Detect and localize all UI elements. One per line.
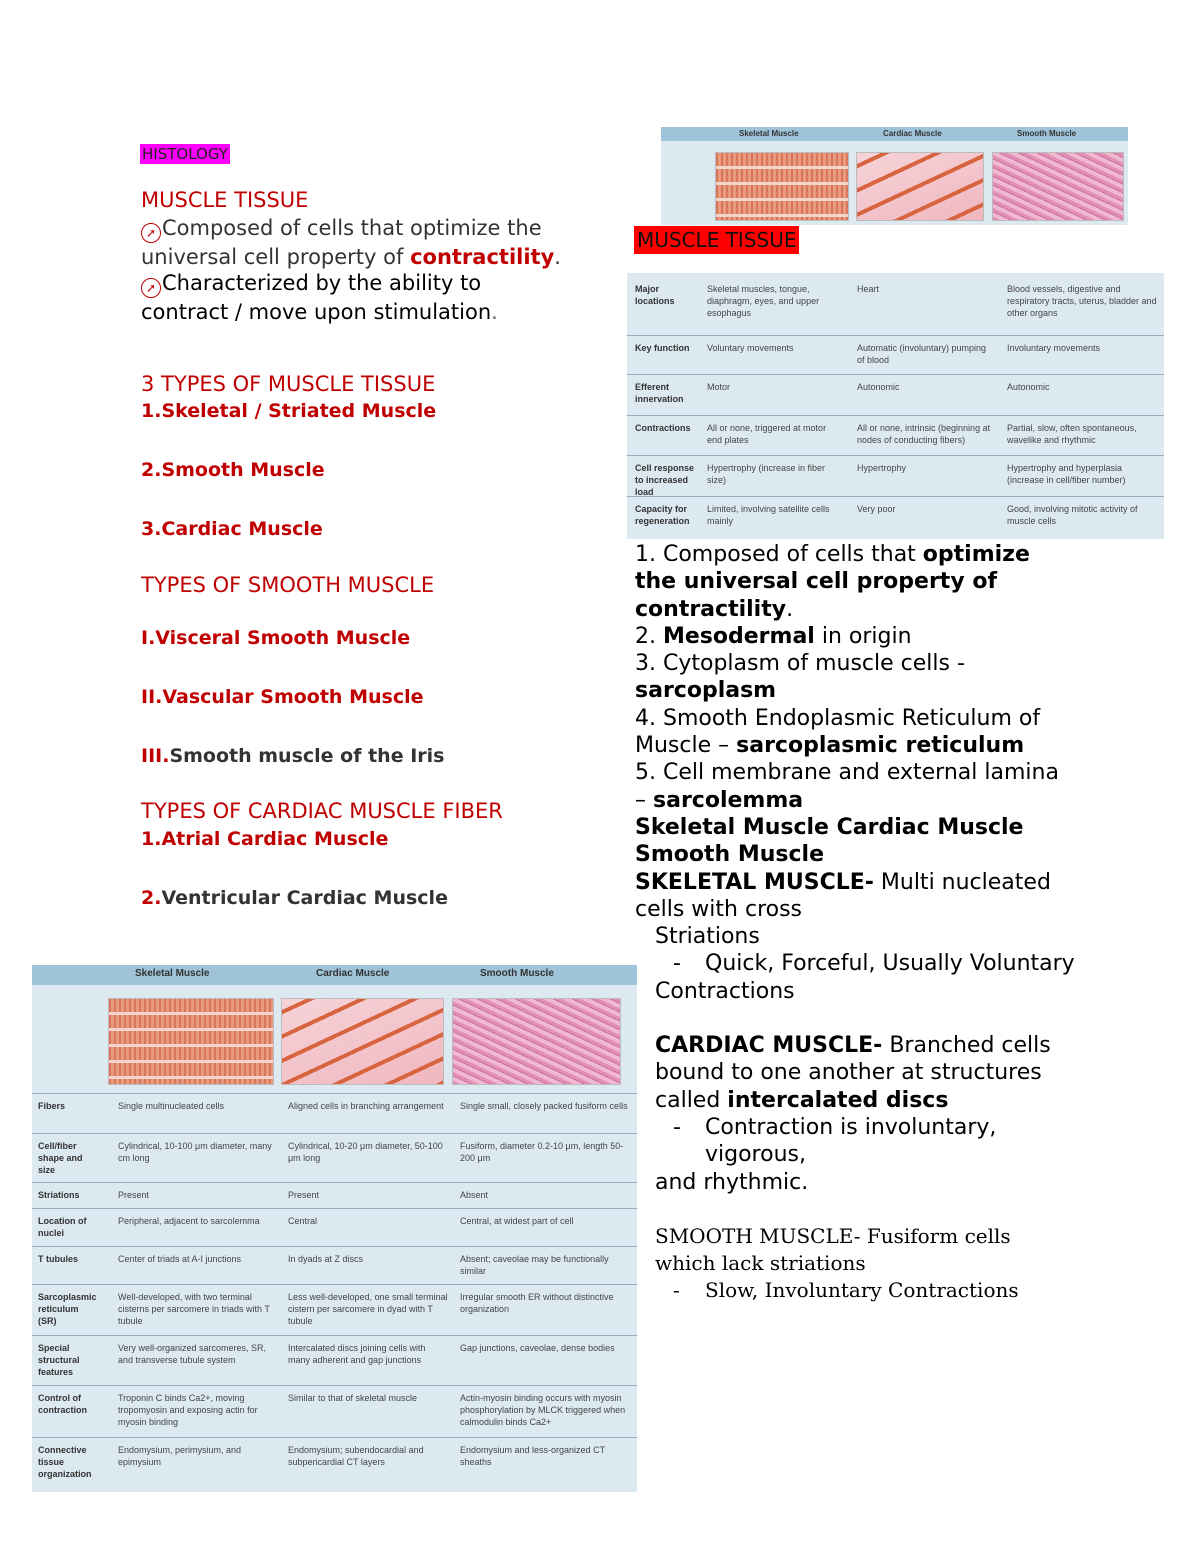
strip-header-smooth: Smooth Muscle [1017, 129, 1077, 138]
table-cell: Less well-developed, one small terminal cistern per sarcomere in dyad with T tubule [288, 1292, 448, 1326]
types-heading: 3 TYPES OF MUSCLE TISSUE [141, 372, 436, 396]
table-cell: Involuntary movements [1007, 343, 1101, 353]
note-4 [635, 705, 1075, 760]
table-cell: Central [288, 1216, 318, 1226]
cardiac-types-heading: TYPES OF CARDIAC MUSCLE FIBER [141, 799, 503, 823]
muscle-tissue-heading: MUSCLE TISSUE [141, 188, 309, 212]
table-row [627, 277, 1164, 333]
type-skeletal: 1.Skeletal / Striated Muscle [141, 400, 437, 422]
note-bold: optimize the universal cell property of contractility [635, 542, 1030, 622]
table-cell: T tubules [38, 1254, 78, 1264]
smooth-iris-number: III. [141, 745, 170, 767]
note-2 [635, 623, 1075, 650]
table-cell: Efferent innervation [635, 382, 684, 404]
cardiac-micrograph [281, 998, 444, 1085]
note-text: in origin [814, 623, 912, 649]
note-bold: intercalated discs [727, 1087, 949, 1113]
note-5 [635, 759, 1075, 814]
note-text: 2. [635, 623, 663, 649]
note-skeletal-striations: Striations [655, 924, 760, 950]
table-cell: All or none, triggered at motor end plates [707, 423, 827, 445]
table-cell: In dyads at Z discs [288, 1254, 364, 1264]
features-header-smooth: Smooth Muscle [480, 968, 554, 979]
muscle-features-table [32, 965, 637, 1492]
note-text: Branched cells bound to one another at structures called [655, 1033, 1051, 1113]
bullet-1 [141, 214, 561, 271]
features-header-cardiac: Cardiac Muscle [316, 968, 390, 979]
table-row [32, 1182, 637, 1209]
bullet-1-text: Composed of cells that optimize the universal cell property of [141, 216, 542, 269]
table-row [32, 1335, 637, 1384]
table-cell: Single multinucleated cells [118, 1101, 225, 1111]
smooth-vascular: II.Vascular Smooth Muscle [141, 686, 424, 708]
table-cell: Voluntary movements [707, 343, 794, 353]
table-cell: Cell response to increased load [635, 463, 695, 497]
bullet-1-bold: contractility [410, 245, 555, 269]
table-cell: Cylindrical, 10-20 μm diameter, 50-100 μm long [288, 1141, 443, 1163]
table-cell: Autonomic [1007, 382, 1050, 392]
table-cell: Sarcoplasmic reticulum (SR) [38, 1292, 97, 1326]
table-cell: Limited, involving satellite cells mainly [707, 504, 830, 526]
table-cell: Troponin C binds Ca2+, moving tropomyosin and exposing actin for myosin binding [118, 1393, 258, 1427]
cardiac-ventricular [141, 887, 448, 909]
table-row [32, 1208, 637, 1247]
right-notes [635, 541, 1075, 1305]
bullet-2-text: Characterized by the ability to contract / move upon stimulation [141, 271, 492, 324]
table-cell: Irregular smooth ER without distinctive organization [460, 1292, 614, 1314]
note-bold: SKELETAL MUSCLE- [635, 869, 874, 895]
table-cell: Partial, slow, often spontaneous, wavelike and rhythmic [1007, 423, 1137, 445]
note-text: Multi nucleated cells with cross [635, 869, 1051, 922]
table-row [627, 374, 1164, 415]
table-cell: Absent; caveolae may be functionally similar [460, 1254, 609, 1276]
cardiac-ventricular-text: Ventricular Cardiac Muscle [161, 887, 448, 909]
table-cell: Well-developed, with two terminal cisterns per sarcomere in triads with T tubule [118, 1292, 270, 1326]
table-cell: Skeletal muscles, tongue, diaphragm, eyes, and upper esophagus [707, 284, 820, 318]
table-cell: Very poor [857, 504, 896, 514]
table-cell: Endomysium and less-organized CT sheaths [460, 1445, 605, 1467]
cardiac-micrograph [856, 152, 984, 221]
arrow-circle-icon: ➚ [141, 278, 161, 298]
table-cell: Automatic (involuntary) pumping of blood [857, 343, 987, 365]
note-skeletal-dash: - Quick, Forceful, Usually Voluntary [635, 950, 1075, 977]
note-text: 3. Cytoplasm of muscle cells - [635, 651, 965, 677]
table-cell: Control of contraction [38, 1393, 88, 1415]
table-cell: Special structural features [38, 1343, 80, 1377]
table-cell: Hypertrophy [857, 463, 907, 473]
table-cell: Hypertrophy (increase in fiber size) [707, 463, 826, 485]
bullet-2-post: . [491, 300, 498, 324]
histology-label: HISTOLOGY [142, 145, 228, 163]
table-row [627, 496, 1164, 537]
table-cell: Fibers [38, 1101, 66, 1111]
note-types-line: Skeletal Muscle Cardiac Muscle Smooth Muscle [635, 814, 1024, 868]
strip-header-skeletal: Skeletal Muscle [739, 129, 799, 138]
note-text: 5. Cell membrane and external lamina – [635, 760, 1059, 813]
note-bold: SMOOTH MUSCLE [655, 1223, 854, 1248]
table-cell: Hypertrophy and hyperplasia (increase in cell/fiber number) [1007, 463, 1126, 485]
note-text: - Fusiform cells which lack striations [655, 1223, 1011, 1276]
smooth-micrograph [992, 152, 1124, 221]
table-row [627, 455, 1164, 496]
table-row [32, 1284, 637, 1335]
table-cell: Location of nuclei [38, 1216, 87, 1238]
blank-line [635, 1005, 1075, 1032]
note-cardiac-dash: - Contraction is involuntary, vigorous, [635, 1114, 1075, 1169]
smooth-types-heading: TYPES OF SMOOTH MUSCLE [141, 573, 435, 597]
muscle-images-strip [661, 127, 1128, 225]
muscle-tissue-label: MUSCLE TISSUE [634, 226, 799, 254]
note-smooth [635, 1223, 1075, 1278]
note-bold: Mesodermal [662, 623, 815, 649]
blank-line [635, 1196, 1075, 1223]
smooth-iris-text: Smooth muscle of the Iris [169, 745, 445, 767]
arrow-circle-icon: ➚ [141, 223, 161, 243]
table-cell: Major locations [635, 284, 675, 306]
note-bold: sarcoplasm [635, 678, 777, 704]
skeletal-micrograph [108, 998, 274, 1085]
table-cell: Heart [857, 284, 880, 294]
table-cell: Motor [707, 382, 731, 392]
note-cardiac-rhythmic: and rhythmic. [655, 1169, 809, 1195]
note-bold: CARDIAC MUSCLE- [655, 1033, 883, 1059]
note-cardiac [635, 1032, 1075, 1114]
smooth-micrograph [452, 998, 621, 1085]
table-row [32, 1246, 637, 1285]
features-header-skeletal: Skeletal Muscle [135, 968, 210, 979]
table-row [32, 1133, 637, 1182]
table-cell: Central, at widest part of cell [460, 1216, 574, 1226]
note-text: . [786, 596, 794, 622]
note-1 [635, 541, 1075, 623]
table-cell: Similar to that of skeletal muscle [288, 1393, 418, 1403]
bullet-1-post: . [554, 245, 561, 269]
note-smooth-dash: - Slow, Involuntary Contractions [635, 1277, 1075, 1304]
table-cell: Peripheral, adjacent to sarcolemma [118, 1216, 260, 1226]
table-cell: Endomysium, perimysium, and epimysium [118, 1445, 242, 1467]
type-cardiac: 3.Cardiac Muscle [141, 518, 323, 540]
smooth-visceral: I.Visceral Smooth Muscle [141, 627, 411, 649]
note-text: 1. Composed of cells that [635, 542, 923, 567]
note-3 [635, 650, 1075, 705]
table-row [627, 415, 1164, 456]
table-cell: Single small, closely packed fusiform cells [460, 1101, 628, 1111]
table-cell: Aligned cells in branching arrangement [288, 1101, 444, 1111]
table-cell: Striations [38, 1190, 80, 1200]
strip-header-cardiac: Cardiac Muscle [883, 129, 942, 138]
table-cell: Present [118, 1190, 150, 1200]
table-cell: All or none, intrinsic (beginning at nodes of conducting fibers) [857, 423, 991, 445]
table-cell: Fusiform, diameter 0.2-10 μm, length 50-200 μm [460, 1141, 624, 1163]
table-cell: Good, involving mitotic activity of muscle cells [1007, 504, 1138, 526]
table-cell: Key function [635, 343, 690, 353]
table-row [32, 1437, 637, 1490]
table-cell: Contractions [635, 423, 691, 433]
strip-header [661, 127, 1128, 141]
note-bold: sarcoplasmic reticulum [736, 733, 1025, 759]
table-cell: Blood vessels, digestive and respiratory tracts, uterus, bladder and other organs [1007, 284, 1157, 318]
table-cell: Actin-myosin binding occurs with myosin phosphorylation by MLCK triggered when calmodulin binds Ca2+ [460, 1393, 626, 1427]
table-row [32, 1385, 637, 1438]
table-cell: Intercalated discs joining cells with many adherent and gap junctions [288, 1343, 426, 1365]
table-row [627, 335, 1164, 376]
table-cell: Present [288, 1190, 320, 1200]
table-cell: Cell/fiber shape and size [38, 1141, 83, 1175]
skeletal-micrograph [715, 152, 849, 221]
note-bold: sarcolemma [653, 787, 804, 813]
table-cell: Absent [460, 1190, 489, 1200]
table-cell: Endomysium; subendocardial and subpericardial CT layers [288, 1445, 424, 1467]
features-header [32, 965, 637, 985]
cardiac-ventricular-number: 2. [141, 887, 162, 909]
type-smooth: 2.Smooth Muscle [141, 459, 325, 481]
table-cell: Gap junctions, caveolae, dense bodies [460, 1343, 615, 1353]
table-cell: Cylindrical, 10-100 μm diameter, many cm long [118, 1141, 272, 1163]
table-cell: Connective tissue organization [38, 1445, 92, 1479]
muscle-comparison-table [627, 273, 1164, 539]
table-cell: Autonomic [857, 382, 900, 392]
note-skeletal [635, 869, 1075, 924]
smooth-iris [141, 745, 444, 767]
note-text: 4. Smooth Endoplasmic Reticulum of Muscle – [635, 705, 1041, 759]
table-cell: Very well-organized sarcomeres, SR, and transverse tubule system [118, 1343, 267, 1365]
table-cell: Capacity for regeneration [635, 504, 690, 526]
table-cell: Center of triads at A-I junctions [118, 1254, 242, 1264]
cardiac-atrial: 1.Atrial Cardiac Muscle [141, 828, 389, 850]
note-skeletal-contractions: Contractions [655, 978, 795, 1004]
bullet-2 [141, 269, 561, 326]
table-row [32, 1093, 637, 1134]
